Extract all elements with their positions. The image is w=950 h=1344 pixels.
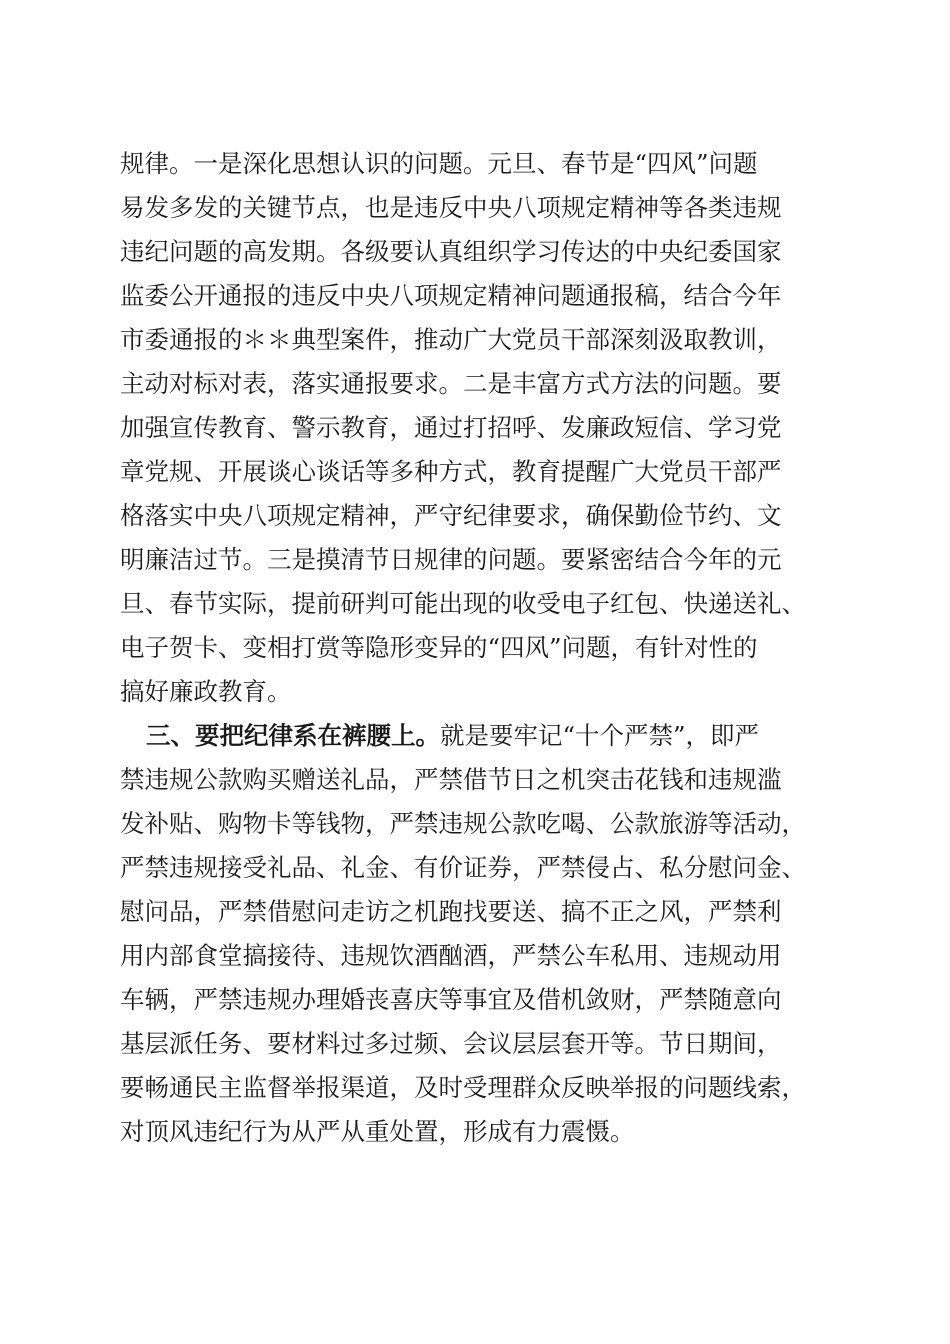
text-line: 市委通报的＊＊典型案件，推动广大党员干部深刻汲取教训， [120,325,782,354]
text-line: 章党规、开展谈心谈话等多种方式，教育提醒广大党员干部严 [120,457,782,486]
text-line: 禁违规公款购买赠送礼品，严禁借节日之机突击花钱和违规滥 [120,765,782,794]
text-line: 用内部食堂搞接待、违规饮酒酗酒，严禁公车私用、违规动用 [120,941,782,970]
text-line: 加强宣传教育、警示教育，通过打招呼、发廉政短信、学习党 [120,413,782,442]
text-line: 违纪问题的高发期。各级要认真组织学习传达的中央纪委国家 [120,237,782,266]
text-run: 就是要牢记“十个严禁”，即严 [440,721,760,750]
text-line: 旦、春节实际，提前研判可能出现的收受电子红包、快递送礼、 [120,589,806,618]
paragraph-2 [120,714,860,1154]
text-line: 规律。一是深化思想认识的问题。元旦、春节是“四风”问题 [120,149,758,178]
text-line: 慰问品，严禁借慰问走访之机跑找要送、搞不正之风，严禁利 [120,897,782,926]
text-line: 要畅通民主监督举报渠道，及时受理群众反映举报的问题线索， [120,1073,806,1102]
text-line: 发补贴、购物卡等钱物，严禁违规公款吃喝、公款旅游等活动， [120,809,806,838]
text-line: 严禁违规接受礼品、礼金、有价证券，严禁侵占、私分慰问金、 [120,853,806,882]
paragraph-2-first-line [120,714,860,758]
text-line: 明廉洁过节。三是摸清节日规律的问题。要紧密结合今年的元 [120,545,782,574]
text-line: 主动对标对表，落实通报要求。二是丰富方式方法的问题。要 [120,369,782,398]
text-line: 基层派任务、要材料过多过频、会议层层套开等。节日期间， [120,1029,782,1058]
text-line: 格落实中央八项规定精神，严守纪律要求，确保勤俭节约、文 [120,501,782,530]
text-line: 搞好廉政教育。 [120,677,292,706]
paragraph-1 [120,142,860,714]
text-line: 车辆，严禁违规办理婚丧喜庆等事宜及借机敛财，严禁随意向 [120,985,782,1014]
text-line: 易发多发的关键节点，也是违反中央八项规定精神等各类违规 [120,193,782,222]
text-line: 监委公开通报的违反中央八项规定精神问题通报稿，结合今年 [120,281,782,310]
section-heading: 三、要把纪律系在裤腰上。 [146,721,440,750]
body-text [120,142,860,1154]
text-line: 电子贺卡、变相打赏等隐形变异的“四风”问题，有针对性的 [120,633,758,662]
text-line: 对顶风违纪行为从严从重处置，形成有力震慑。 [120,1117,635,1146]
